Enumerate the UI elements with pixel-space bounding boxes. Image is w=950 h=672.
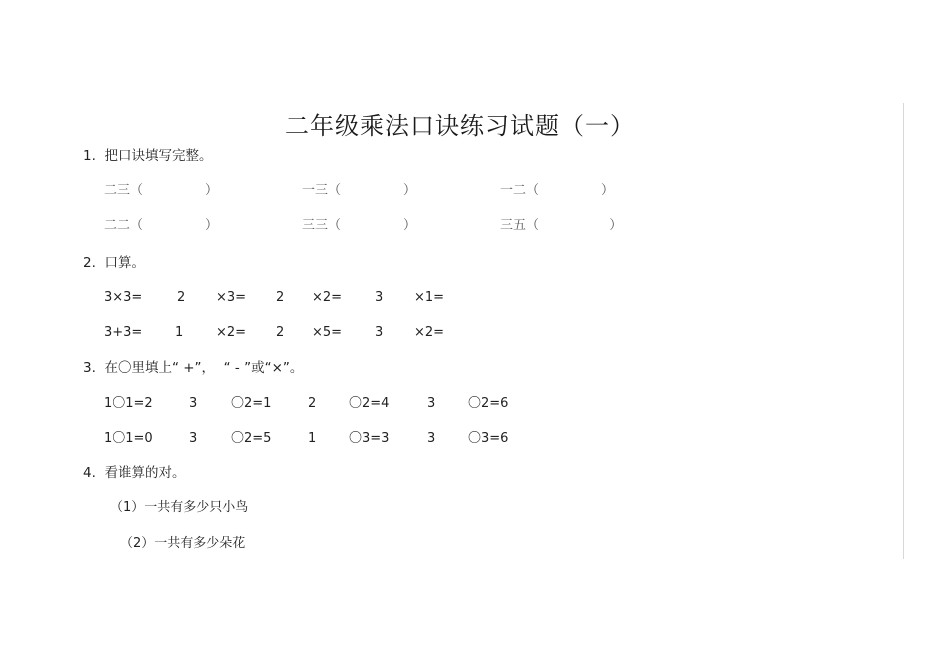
mental-math-item: 3 [375,325,384,340]
mental-math-item: ×2= [312,290,343,305]
multiplication-rhyme-blank: 二三（ ） [104,183,218,198]
mental-math-item: 2 [276,325,285,340]
operator-fill-item: 1〇1=0 [104,431,153,446]
operator-fill-item: 1 [308,431,317,446]
mental-math-item: 3 [375,290,384,305]
mental-math-item: ×1= [414,290,445,305]
question-4-subitem-2: （2）一共有多少朵花 [120,536,246,551]
operator-fill-item: 〇2=5 [231,431,272,446]
mental-math-item: ×5= [312,325,343,340]
mental-math-item: 2 [177,290,186,305]
operator-fill-item: 2 [308,396,317,411]
operator-fill-item: 3 [427,396,436,411]
multiplication-rhyme-blank: 二二（ ） [104,218,218,233]
operator-fill-item: 1〇1=2 [104,396,153,411]
mental-math-item: ×3= [216,290,247,305]
operator-fill-item: 〇3=6 [468,431,509,446]
question-4-label: 4. 看谁算的对。 [83,465,186,481]
mental-math-item: 1 [175,325,184,340]
question-4-subitem-1: （1）一共有多少只小鸟 [110,500,249,515]
operator-fill-item: 〇2=4 [349,396,390,411]
multiplication-rhyme-blank: 三五（ ） [500,218,623,233]
operator-fill-item: 3 [189,396,198,411]
page-right-edge-line [903,103,904,559]
question-3-label: 3. 在〇里填上“ +”， “ - ”或“×”。 [83,360,304,376]
question-1-label: 1. 把口诀填写完整。 [83,148,213,164]
operator-fill-item: 〇2=1 [231,396,272,411]
multiplication-rhyme-blank: 一三（ ） [302,183,416,198]
mental-math-item: 2 [276,290,285,305]
operator-fill-item: 〇3=3 [349,431,390,446]
mental-math-item: ×2= [414,325,445,340]
operator-fill-item: 3 [189,431,198,446]
multiplication-rhyme-blank: 一二（ ） [500,183,614,198]
mental-math-item: 3+3= [104,325,143,340]
mental-math-item: 3×3= [104,290,143,305]
operator-fill-item: 3 [427,431,436,446]
question-2-label: 2. 口算。 [83,255,145,271]
worksheet-title: 二年级乘法口诀练习试题（一） [285,112,635,140]
multiplication-rhyme-blank: 三三（ ） [302,218,416,233]
operator-fill-item: 〇2=6 [468,396,509,411]
mental-math-item: ×2= [216,325,247,340]
